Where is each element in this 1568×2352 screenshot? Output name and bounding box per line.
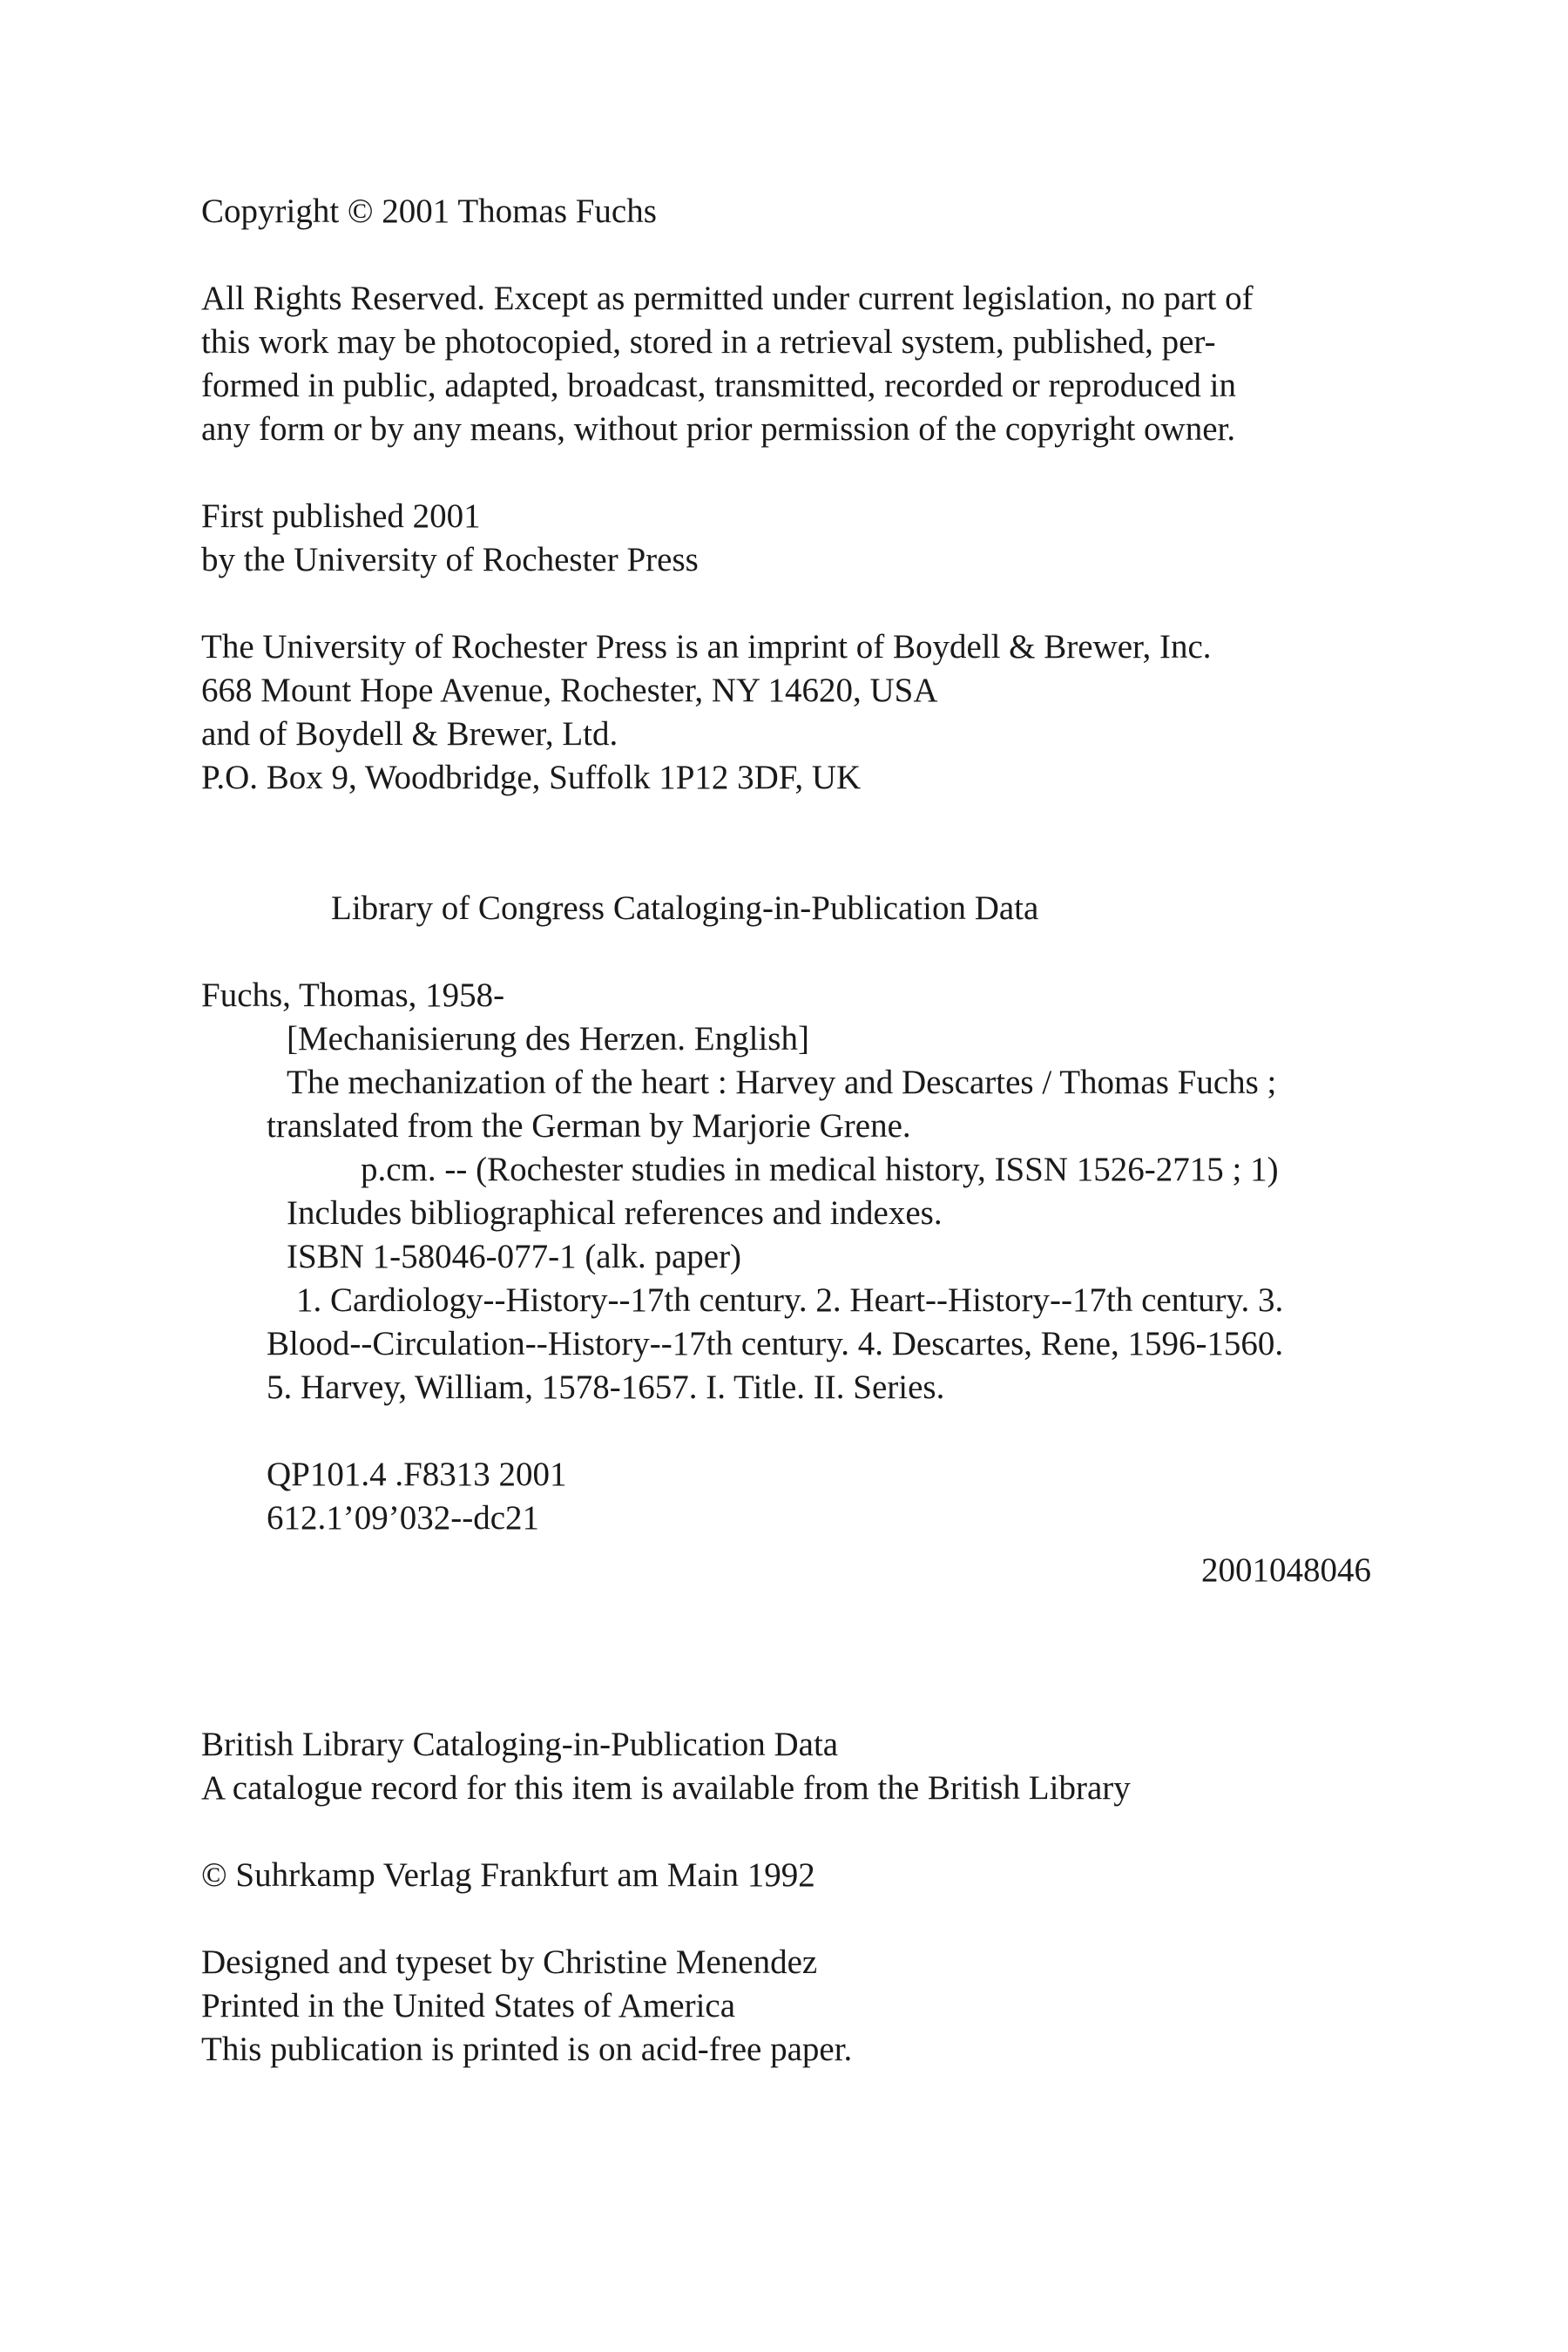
loc-classification-lc: QP101.4 .F8313 2001	[267, 1456, 567, 1493]
british-library-heading: British Library Cataloging-in-Publication Data	[201, 1726, 839, 1763]
loc-subjects-line-2: Blood--Circulation--History--17th century. 4. Descartes, Rene, 1596-1560.	[267, 1325, 1284, 1362]
rights-line-4: any form or by any means, without prior permission of the copyright owner.	[201, 410, 1236, 448]
rights-line-2: this work may be photocopied, stored in a retrieval system, published, per-	[201, 323, 1216, 361]
production-line-3: This publication is printed is on acid-free paper.	[201, 2031, 853, 2068]
production-line-2: Printed in the United States of America	[201, 1987, 736, 2024]
loc-isbn: ISBN 1-58046-077-1 (alk. paper)	[287, 1238, 742, 1275]
loc-uniform-title: [Mechanisierung des Herzen. English]	[287, 1020, 809, 1058]
loc-heading: Library of Congress Cataloging-in-Publication Data	[331, 889, 1039, 927]
loc-author: Fuchs, Thomas, 1958-	[201, 977, 505, 1014]
loc-subjects-line-3: 5. Harvey, William, 1578-1657. I. Title. II. Series.	[267, 1369, 945, 1406]
rights-line-3: formed in public, adapted, broadcast, transmitted, recorded or reproduced in	[201, 367, 1236, 404]
production-line-1: Designed and typeset by Christine Menendez	[201, 1943, 818, 1981]
suhrkamp-copyright: © Suhrkamp Verlag Frankfurt am Main 1992	[201, 1856, 815, 1894]
copyright-line: Copyright © 2001 Thomas Fuchs	[201, 193, 657, 230]
loc-series: p.cm. -- (Rochester studies in medical history, ISSN 1526-2715 ; 1)	[361, 1151, 1279, 1188]
imprint-line-1: The University of Rochester Press is an imprint of Boydell & Brewer, Inc.	[201, 628, 1212, 666]
loc-title-line-2: translated from the German by Marjorie Grene.	[267, 1107, 911, 1145]
first-published-line: First published 2001	[201, 497, 481, 535]
loc-control-number: 2001048046	[1201, 1551, 1371, 1589]
loc-subjects-line-1: 1. Cardiology--History--17th century. 2. Heart--History--17th century. 3.	[296, 1281, 1284, 1319]
loc-classification-dewey: 612.1’09’032--dc21	[267, 1499, 540, 1537]
british-library-note: A catalogue record for this item is available from the British Library	[201, 1769, 1131, 1807]
imprint-line-2: 668 Mount Hope Avenue, Rochester, NY 14620, USA	[201, 672, 938, 709]
rights-line-1: All Rights Reserved. Except as permitted under current legislation, no part of	[201, 280, 1254, 317]
imprint-line-4: P.O. Box 9, Woodbridge, Suffolk 1P12 3DF, UK	[201, 759, 862, 796]
loc-title-line-1: The mechanization of the heart : Harvey and Descartes / Thomas Fuchs ;	[287, 1064, 1277, 1101]
imprint-line-3: and of Boydell & Brewer, Ltd.	[201, 715, 618, 753]
publisher-line: by the University of Rochester Press	[201, 541, 699, 578]
loc-bibliography: Includes bibliographical references and indexes.	[287, 1194, 943, 1232]
